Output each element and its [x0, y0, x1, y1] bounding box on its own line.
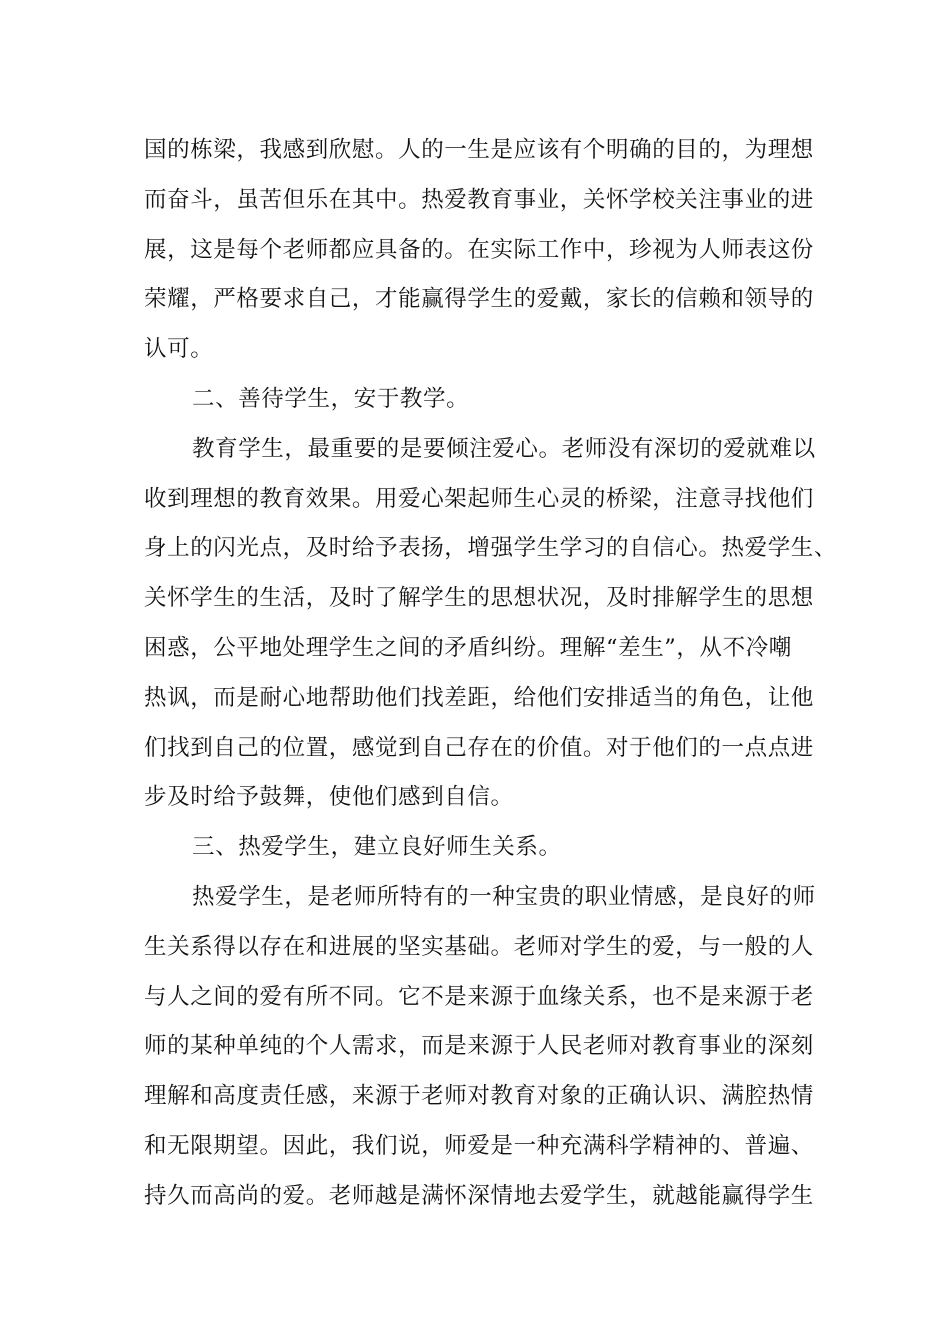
text-line: 国的栋梁，我感到欣慰。人的一生是应该有个明确的目的，为理想	[144, 137, 814, 163]
text-line: 们找到自己的位置，感觉到自己存在的价值。对于他们的一点点进	[144, 734, 814, 761]
text-line: 师的某种单纯的个人需求，而是来源于人民老师对教育事业的深刻	[144, 1033, 814, 1060]
text-line: 与人之间的爱有所不同。它不是来源于血缘关系，也不是来源于老	[144, 983, 814, 1010]
text-line: 理解和高度责任感，来源于老师对教育对象的正确认识、满腔热情	[144, 1083, 814, 1110]
text-line: 身上的闪光点，及时给予表扬，增强学生学习的自信心。热爱学生、	[144, 535, 838, 562]
text-line: 收到理想的教育效果。用爱心架起师生心灵的桥梁，注意寻找他们	[144, 485, 814, 512]
text-line: 持久而高尚的爱。老师越是满怀深情地去爱学生，就越能赢得学生	[144, 1182, 814, 1209]
document-body	[144, 126, 838, 1222]
text-line: 步及时给予鼓舞，使他们感到自信。	[144, 784, 514, 811]
text-line: 关怀学生的生活，及时了解学生的思想状况，及时排解学生的思想	[144, 585, 814, 612]
text-line: 荣耀，严格要求自己，才能赢得学生的爱戴，家长的信赖和领导的	[144, 286, 814, 313]
section-heading-2: 二、善待学生，安于教学。	[192, 385, 470, 412]
text-line: 困惑，公平地处理学生之间的矛盾纠纷。理解“差生”，从不冷嘲	[144, 634, 792, 661]
text-line: 展，这是每个老师都应具备的。在实际工作中，珍视为人师表这份	[144, 236, 814, 263]
section-heading-3: 三、热爱学生，建立良好师生关系。	[192, 834, 562, 861]
text-line: 和无限期望。因此，我们说，师爱是一种充满科学精神的、普遍、	[144, 1132, 814, 1159]
text-line: 热讽，而是耐心地帮助他们找差距，给他们安排适当的角色，让他	[144, 684, 814, 711]
text-line: 而奋斗，虽苦但乐在其中。热爱教育事业，关怀学校关注事业的进	[144, 186, 814, 213]
text-line: 热爱学生，是老师所特有的一种宝贵的职业情感，是良好的师	[192, 883, 816, 910]
text-line: 教育学生，最重要的是要倾注爱心。老师没有深切的爱就难以	[192, 435, 816, 462]
text-line: 生关系得以存在和进展的坚实基础。老师对学生的爱，与一般的人	[144, 933, 814, 960]
text-line: 认可。	[144, 336, 214, 363]
